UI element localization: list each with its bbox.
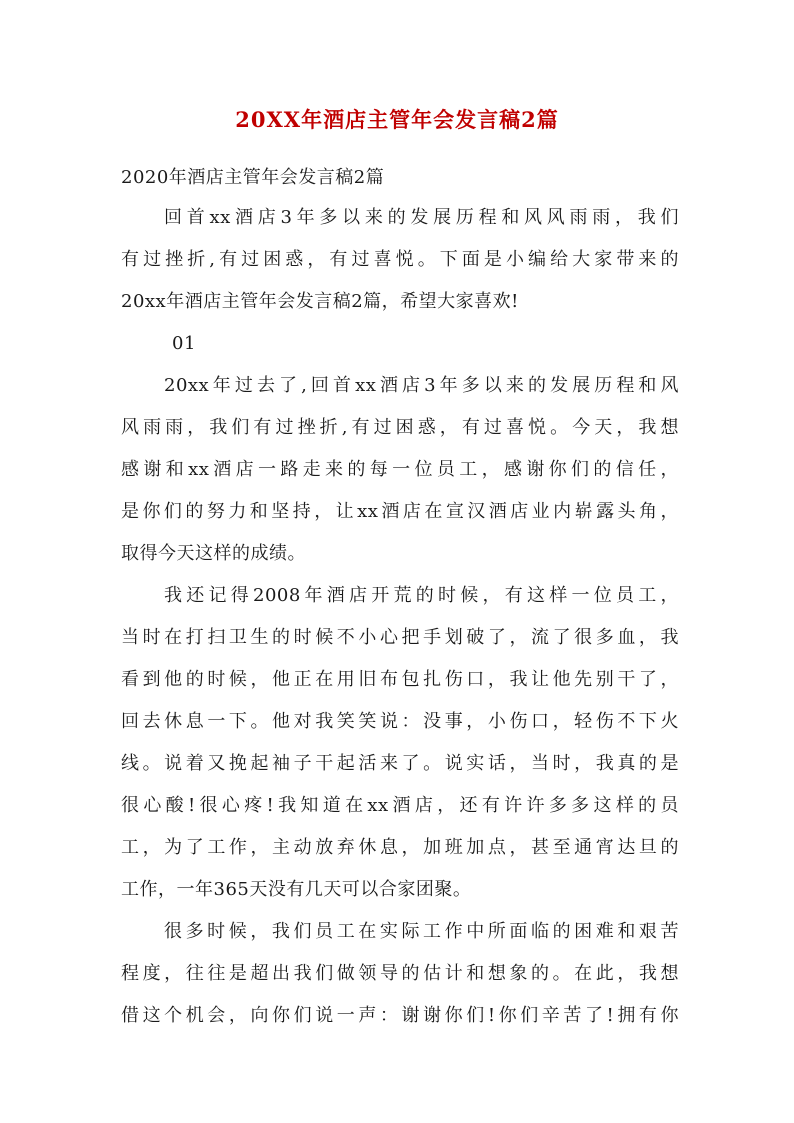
paragraph-line: 工，为了工作，主动放弃休息，加班加点，甚至通宵达旦的 [121,837,679,858]
paragraph-line: 风雨雨，我们有过挫折,有过困惑，有过喜悦。今天，我想 [121,417,679,438]
paragraph-line: 工作，一年365天没有几天可以合家团聚。 [121,879,472,900]
intro-line: 20xx年酒店主管年会发言稿2篇，希望大家喜欢! [121,291,519,312]
paragraph-line: 我还记得2008年酒店开荒的时候，有这样一位员工， [164,585,679,606]
subtitle-line: 2020年酒店主管年会发言稿2篇 [121,167,385,188]
paragraph-line: 很心酸!很心疼!我知道在xx酒店，还有许许多多这样的员 [121,795,679,816]
paragraph-line: 借这个机会，向你们说一声：谢谢你们!你们辛苦了!拥有你 [121,1005,679,1026]
section-number: 01 [172,333,196,354]
paragraph-line: 20xx年过去了,回首xx酒店3年多以来的发展历程和风 [164,375,679,396]
paragraph-line: 程度，往往是超出我们做领导的估计和想象的。在此，我想 [121,963,679,984]
intro-line: 有过挫折,有过困惑，有过喜悦。下面是小编给大家带来的 [121,249,679,270]
intro-line: 回首xx酒店3年多以来的发展历程和风风雨雨，我们 [164,207,679,228]
paragraph-line: 看到他的时候，他正在用旧布包扎伤口，我让他先别干了， [121,669,679,690]
paragraph-line: 感谢和xx酒店一路走来的每一位员工，感谢你们的信任， [121,459,679,480]
paragraph-line: 取得今天这样的成绩。 [121,543,306,564]
paragraph-line: 是你们的努力和坚持，让xx酒店在宣汉酒店业内崭露头角， [121,501,679,522]
paragraph-line: 线。说着又挽起袖子干起活来了。说实话，当时，我真的是 [121,753,679,774]
document-title: 20XX年酒店主管年会发言稿2篇 [235,107,559,132]
paragraph-line: 很多时候，我们员工在实际工作中所面临的困难和艰苦 [164,921,679,942]
paragraph-line: 回去休息一下。他对我笑笑说：没事，小伤口，轻伤不下火 [121,711,679,732]
paragraph-line: 当时在打扫卫生的时候不小心把手划破了，流了很多血，我 [121,627,679,648]
